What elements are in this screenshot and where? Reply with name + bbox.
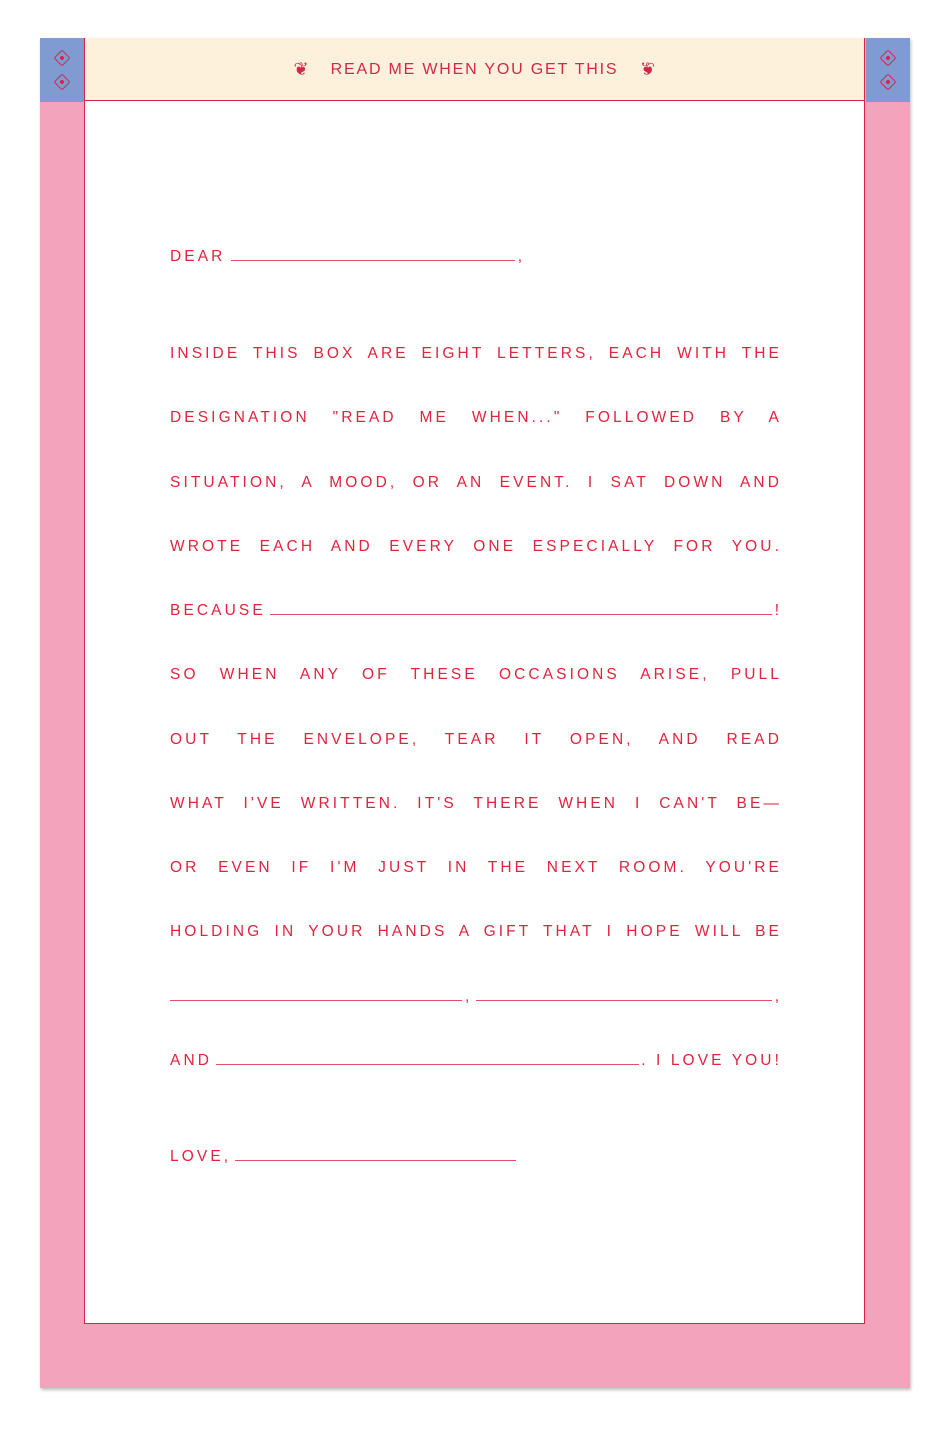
- signature-blank[interactable]: [235, 1160, 516, 1161]
- body-line: WHAT I'VE WRITTEN. IT'S THERE WHEN I CAN'T BE—: [170, 795, 782, 812]
- closing-row: [170, 1147, 516, 1167]
- diamond-dot-icon: [54, 74, 71, 91]
- recipient-name-blank[interactable]: [231, 260, 514, 261]
- salutation-row: [170, 247, 525, 267]
- and-row: [170, 1051, 782, 1071]
- gift-quality-blank-1[interactable]: [170, 1000, 462, 1001]
- gift-blanks-row: [170, 987, 782, 1007]
- letter-title: READ ME WHEN YOU GET THIS: [330, 61, 619, 78]
- salutation-comma: ,: [517, 248, 522, 265]
- body-line: OR EVEN IF I'M JUST IN THE NEXT ROOM. YOU'RE: [170, 859, 782, 876]
- letter-header: [84, 38, 865, 101]
- because-label: BECAUSE: [170, 602, 266, 619]
- body-line: DESIGNATION "READ ME WHEN..." FOLLOWED BY A: [170, 409, 782, 426]
- closing-label: LOVE,: [170, 1148, 232, 1165]
- letter-body: [84, 101, 865, 1324]
- comma: ,: [465, 988, 470, 1005]
- body-line: SITUATION, A MOOD, OR AN EVENT. I SAT DOWN AND: [170, 474, 782, 491]
- diamond-dot-icon: [880, 74, 897, 91]
- body-line: HOLDING IN YOUR HANDS A GIFT THAT I HOPE WILL BE: [170, 923, 782, 940]
- because-exclamation: !: [774, 602, 779, 619]
- corner-block-left: [40, 38, 84, 102]
- salutation-label: DEAR: [170, 248, 226, 265]
- floral-ornament-icon: ❦: [293, 59, 309, 79]
- gift-quality-blank-3[interactable]: [216, 1064, 639, 1065]
- gift-quality-blank-2[interactable]: [476, 1000, 771, 1001]
- diamond-dot-icon: [880, 50, 897, 67]
- and-label: AND: [170, 1052, 213, 1069]
- corner-block-right: [866, 38, 910, 102]
- floral-ornament-icon: ❦: [640, 59, 656, 79]
- i-love-you-text: . I LOVE YOU!: [641, 1052, 782, 1069]
- body-line: WROTE EACH AND EVERY ONE ESPECIALLY FOR YOU.: [170, 538, 782, 555]
- comma: ,: [774, 988, 779, 1005]
- body-line: INSIDE THIS BOX ARE EIGHT LETTERS, EACH WITH THE: [170, 345, 782, 362]
- because-blank[interactable]: [270, 614, 772, 615]
- diamond-dot-icon: [54, 50, 71, 67]
- body-line: SO WHEN ANY OF THESE OCCASIONS ARISE, PULL: [170, 666, 782, 683]
- because-row: [170, 601, 782, 621]
- body-line: OUT THE ENVELOPE, TEAR IT OPEN, AND READ: [170, 731, 782, 748]
